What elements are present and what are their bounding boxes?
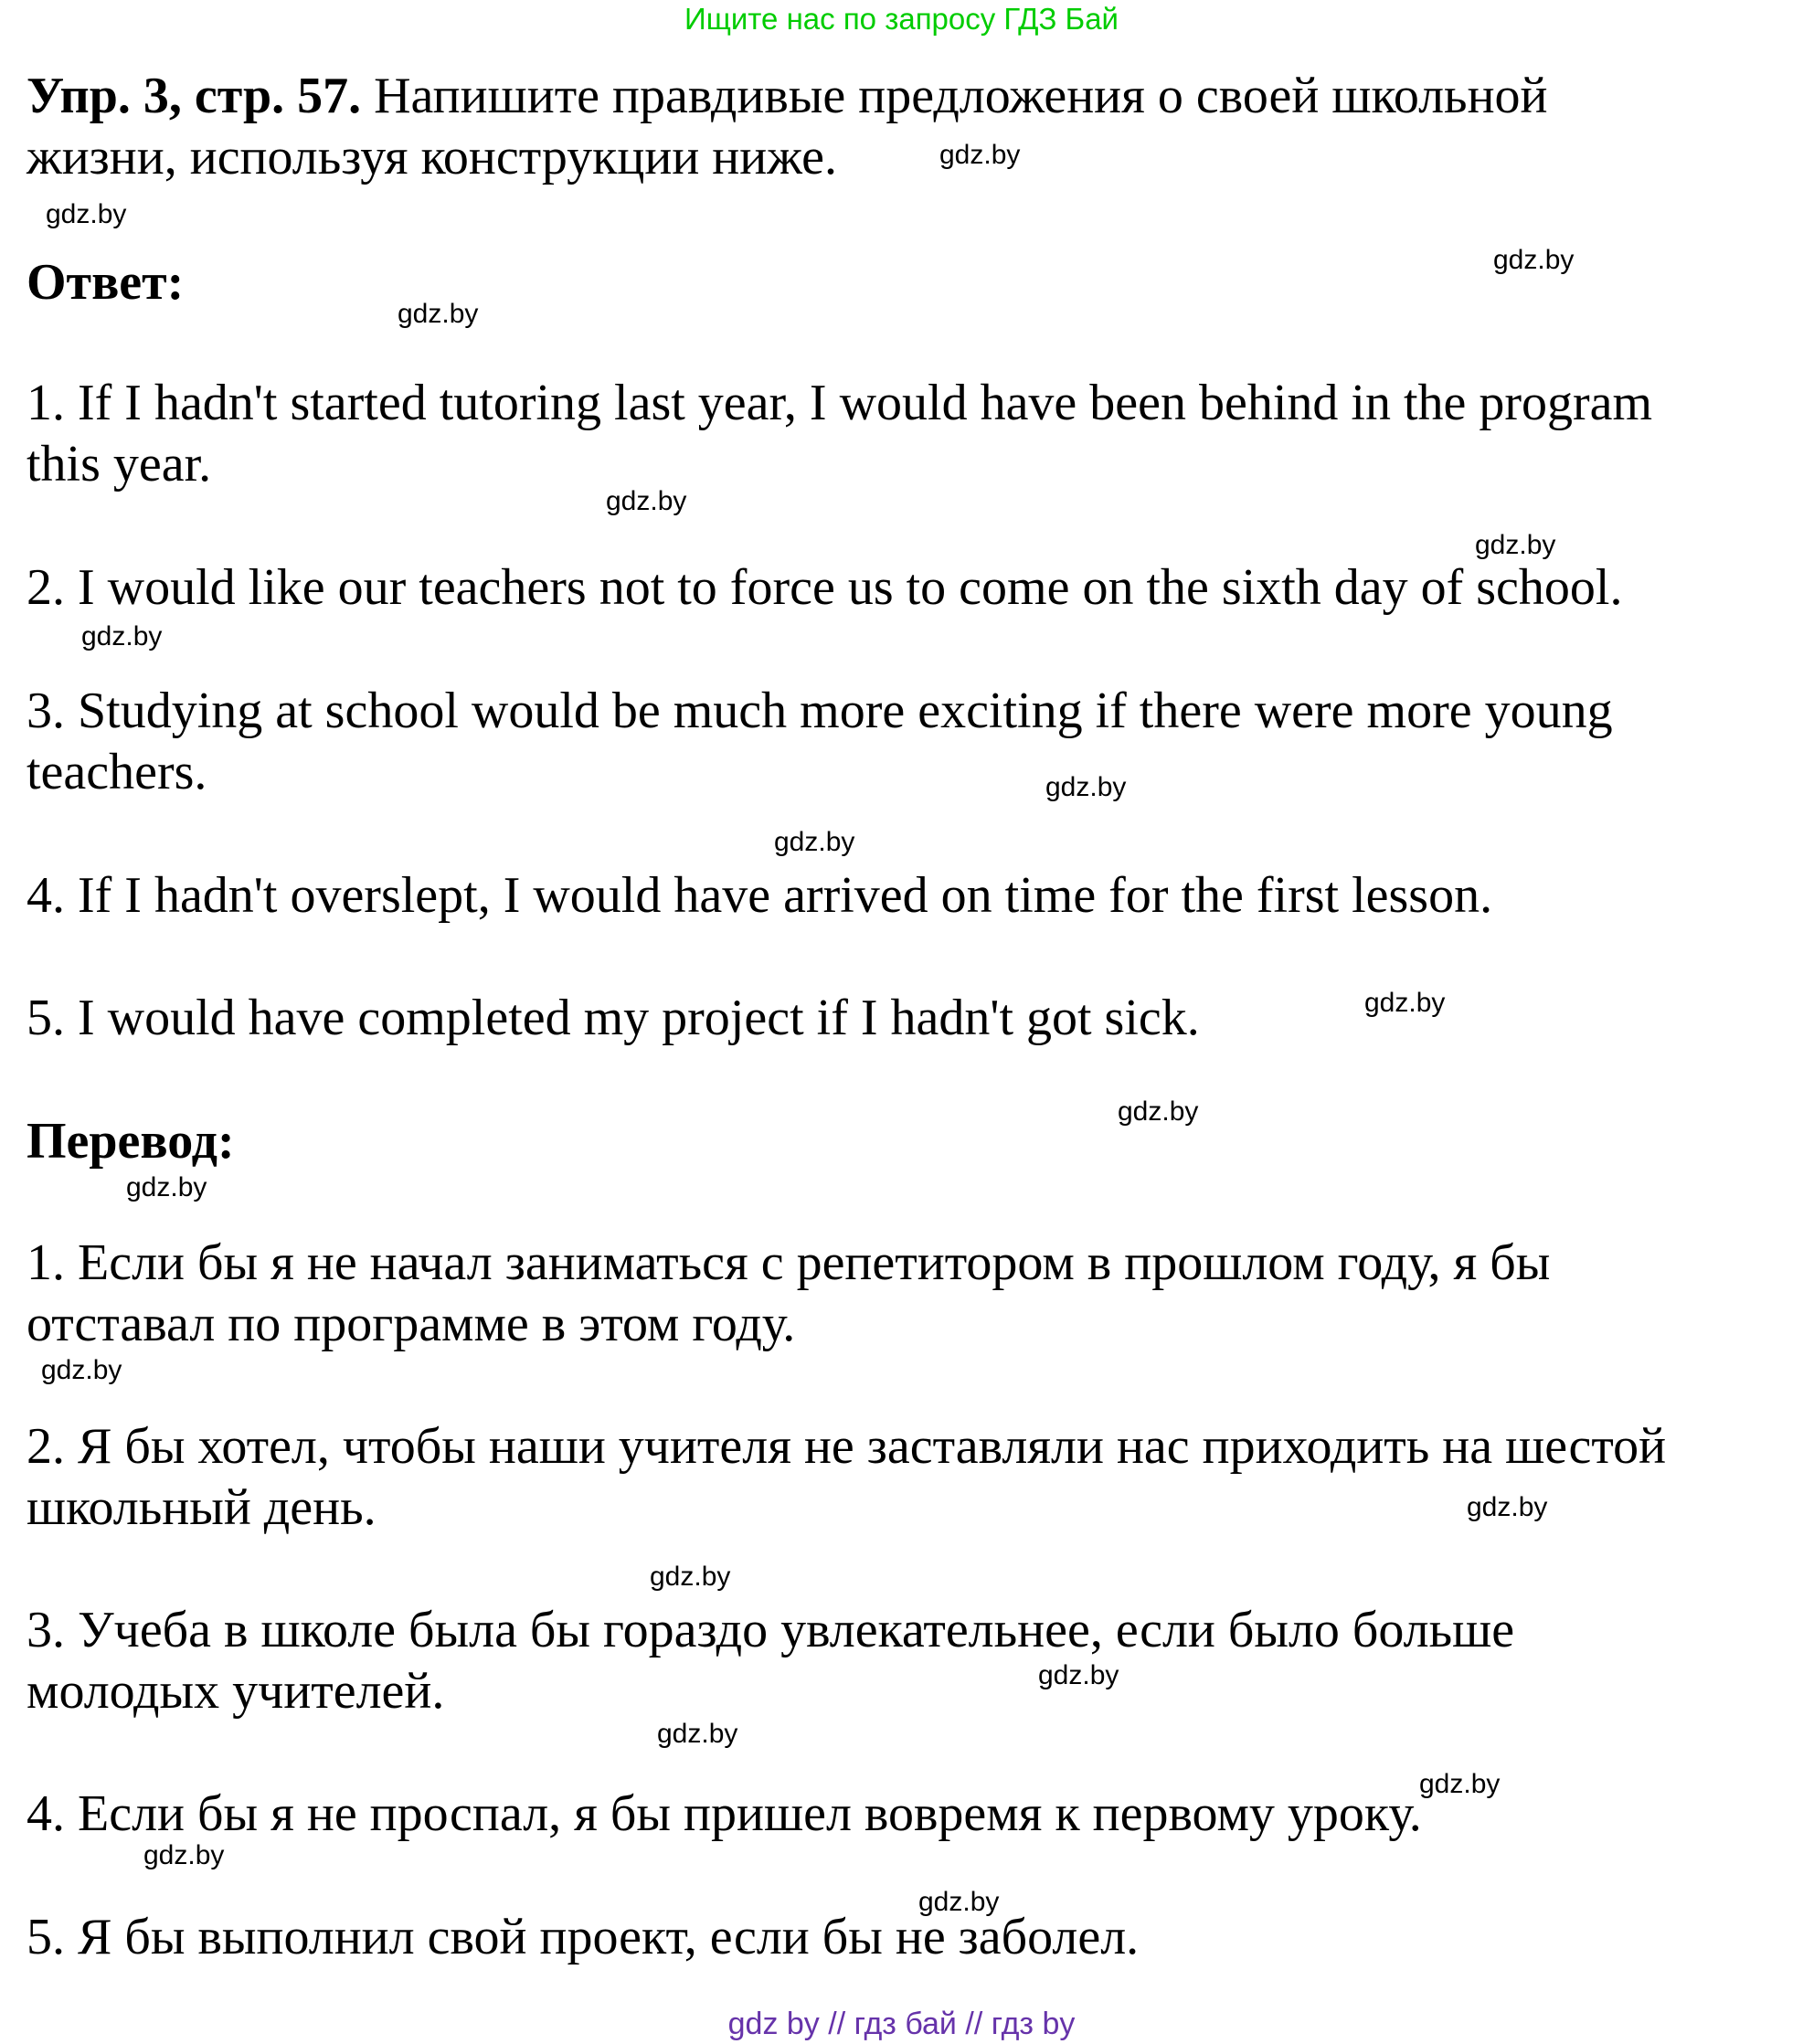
watermark: gdz.by <box>1467 1492 1548 1522</box>
search-hint-link[interactable]: Ищите нас по запросу ГДЗ Бай <box>684 2 1119 36</box>
translation-item-3-line-2: молодых учителей. <box>27 1663 445 1720</box>
watermark: gdz.by <box>41 1355 122 1385</box>
watermark: gdz.by <box>1419 1769 1501 1799</box>
answer-item-4: 4. If I hadn't overslept, I would have arrived on time for the first lesson. <box>27 867 1493 924</box>
watermark: gdz.by <box>918 1887 1000 1917</box>
translation-item-1-line-1: 1. Если бы я не начал заниматься с репетитором в прошлом году, я бы <box>27 1234 1551 1291</box>
translation-heading: Перевод: <box>27 1113 235 1170</box>
watermark: gdz.by <box>650 1562 731 1592</box>
answer-item-5: 5. I would have completed my project if I hadn't got sick. <box>27 990 1200 1046</box>
watermark: gdz.by <box>46 199 127 229</box>
watermark: gdz.by <box>81 621 163 651</box>
translation-item-5: 5. Я бы выполнил свой проект, если бы не заболел. <box>27 1909 1140 1965</box>
answer-item-1-line-1: 1. If I hadn't started tutoring last year, I would have been behind in the program <box>27 375 1653 431</box>
watermark: gdz.by <box>606 486 687 516</box>
translation-item-2-line-1: 2. Я бы хотел, чтобы наши учителя не заставляли нас приходить на шестой <box>27 1418 1667 1475</box>
task-line-1 <box>27 66 1548 127</box>
watermark: gdz.by <box>143 1840 225 1870</box>
translation-item-3-line-1: 3. Учеба в школе была бы гораздо увлекательнее, если было больше <box>27 1602 1515 1658</box>
watermark: gdz.by <box>1364 988 1446 1018</box>
translation-item-2-line-2: школьный день. <box>27 1479 377 1536</box>
watermark: gdz.by <box>939 140 1021 170</box>
answer-item-3-line-1: 3. Studying at school would be much more exciting if there were more young <box>27 683 1613 739</box>
watermark: gdz.by <box>1045 772 1127 802</box>
answer-item-3-line-2: teachers. <box>27 744 207 800</box>
watermark: gdz.by <box>126 1172 207 1202</box>
answer-item-1-line-2: this year. <box>27 436 212 492</box>
watermark: gdz.by <box>1118 1096 1199 1127</box>
watermark: gdz.by <box>1493 245 1575 275</box>
watermark: gdz.by <box>398 299 479 329</box>
answer-item-2: 2. I would like our teachers not to force us to come on the sixth day of school. <box>27 559 1623 616</box>
translation-item-1-line-2: отставал по программе в этом году. <box>27 1296 796 1352</box>
answer-heading: Ответ: <box>27 254 185 311</box>
translation-item-4: 4. Если бы я не проспал, я бы пришел вовремя к первому уроку. <box>27 1785 1422 1842</box>
watermark: gdz.by <box>1475 530 1556 560</box>
watermark: gdz.by <box>657 1719 738 1749</box>
footer-links[interactable]: gdz by // гдз бай // гдз by <box>727 2007 1076 2041</box>
task-label: Упр. 3, стр. 57. <box>27 68 362 124</box>
task-text-1: Напишите правдивые предложения о своей школьной <box>361 68 1548 124</box>
watermark: gdz.by <box>1038 1660 1119 1690</box>
task-line-2: жизни, используя конструкции ниже. <box>27 129 838 185</box>
watermark: gdz.by <box>774 827 855 857</box>
